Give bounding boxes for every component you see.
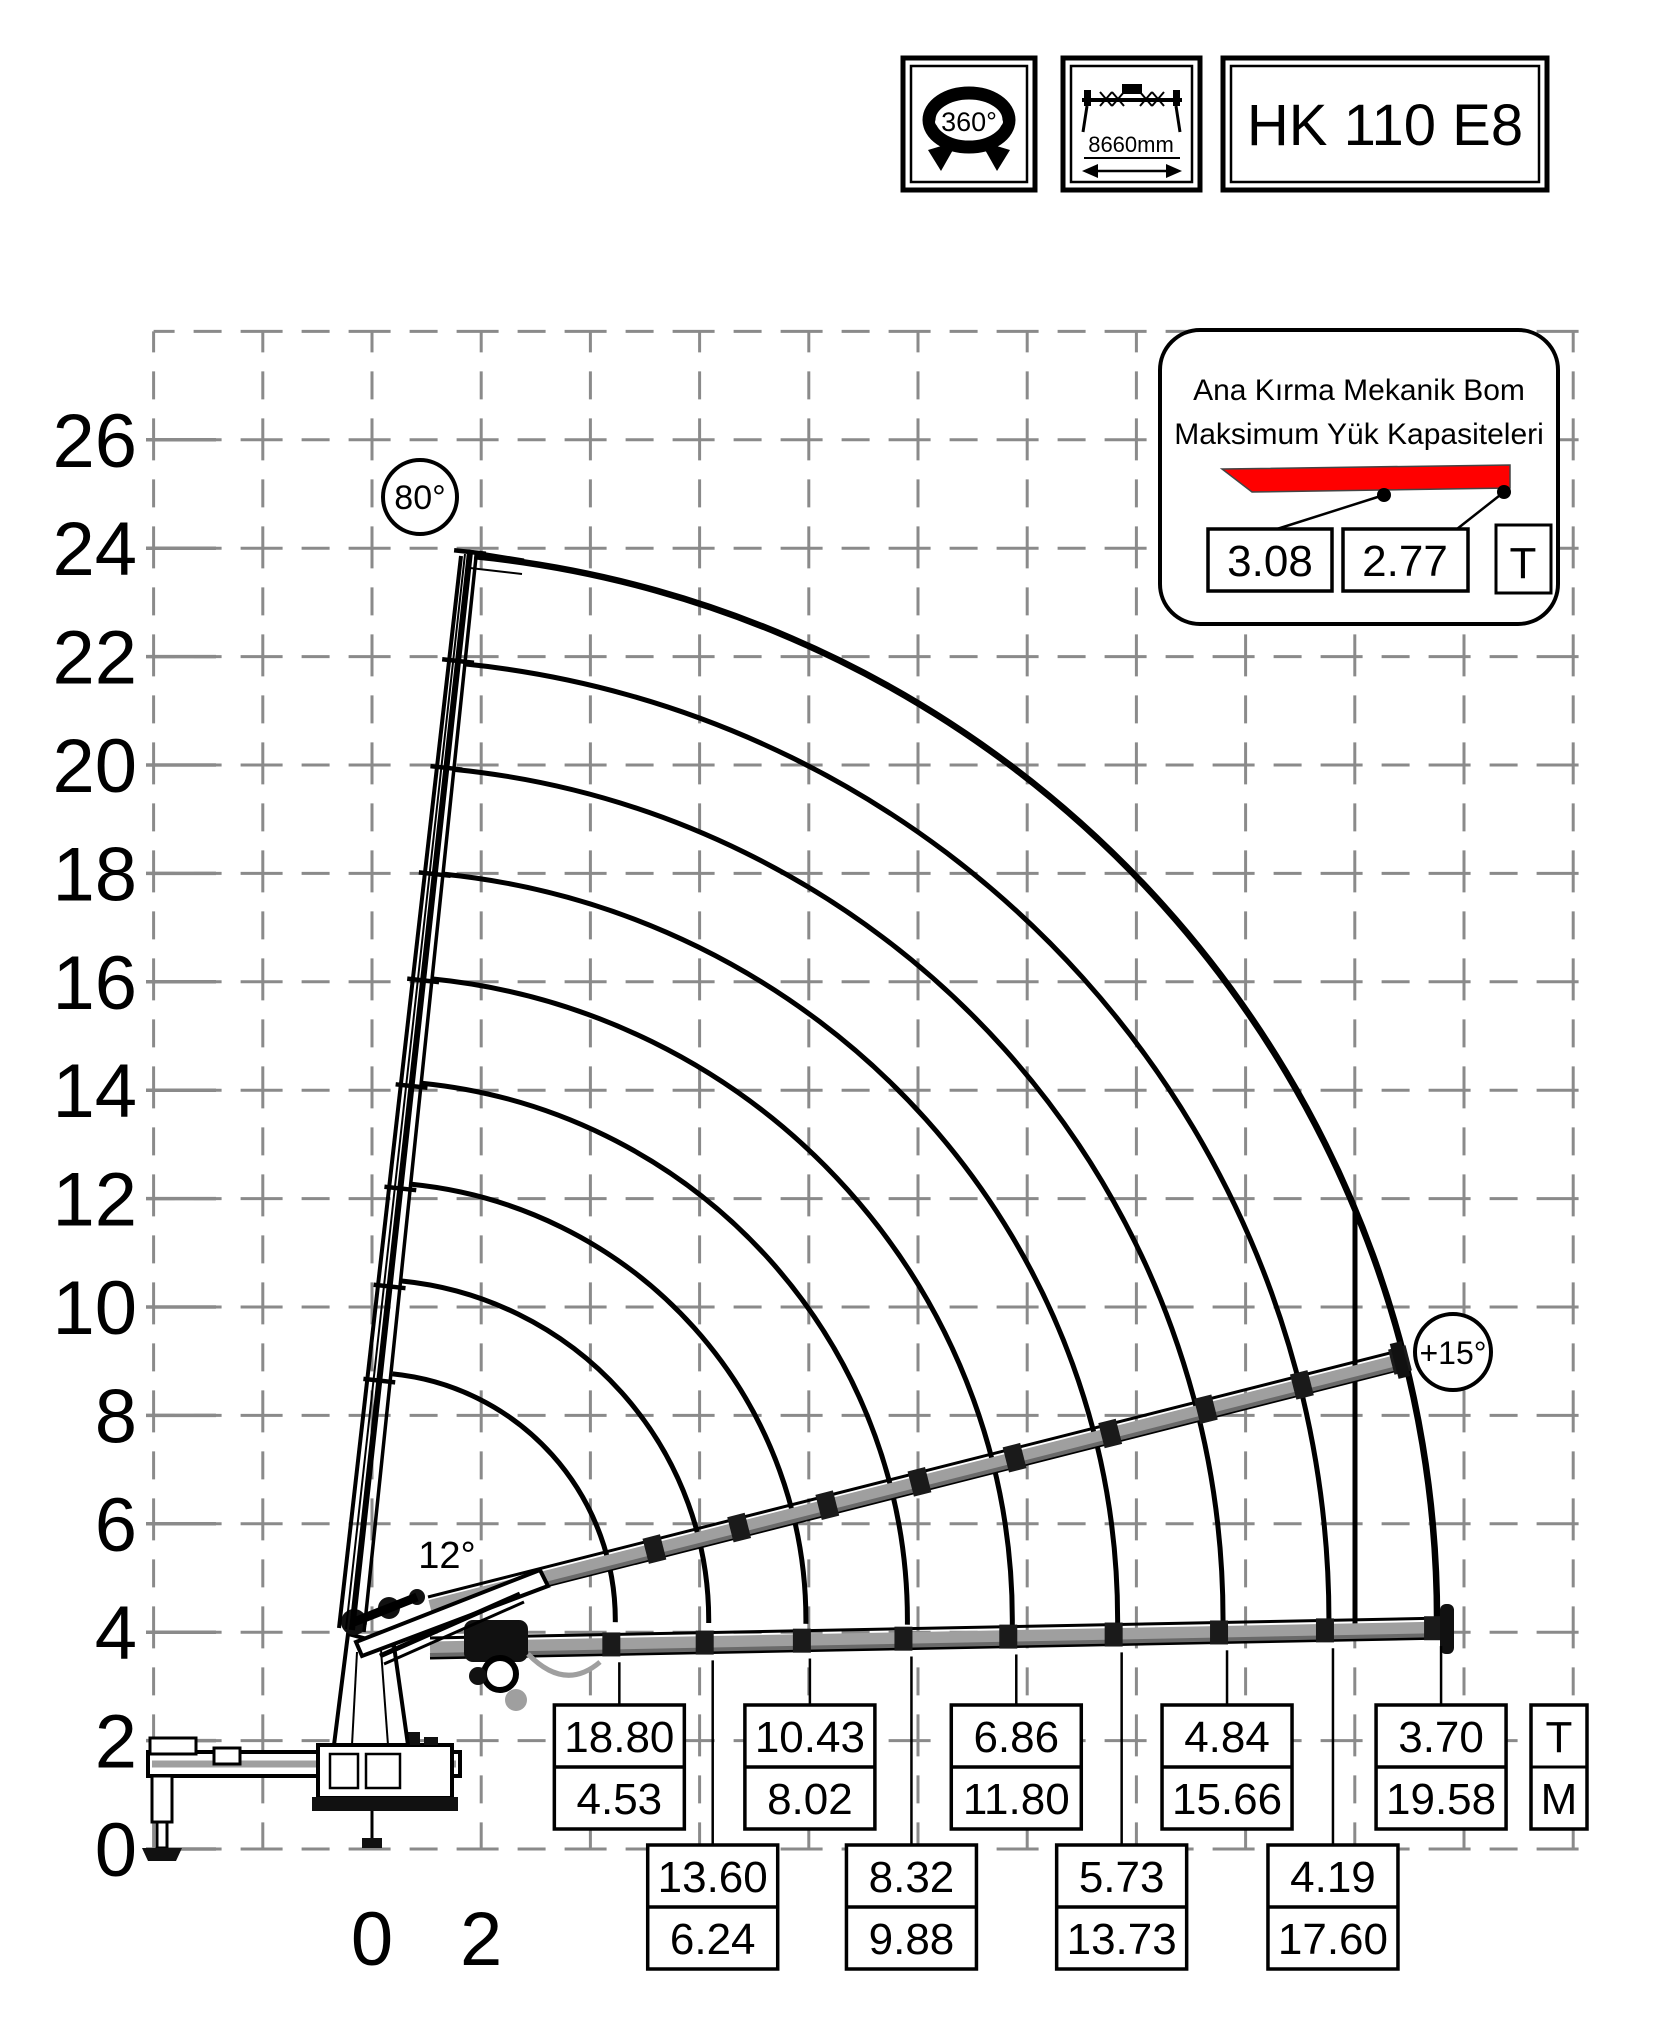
- y-axis-label: 14: [52, 1049, 137, 1135]
- horizontal-boom-joint-block: [1210, 1620, 1228, 1644]
- outreach-value: 15.66: [1171, 1775, 1283, 1824]
- boom-max-angle-label: 80°: [394, 479, 446, 517]
- capacity-value: 3.70: [1398, 1713, 1484, 1762]
- horizontal-boom-joint-block: [894, 1627, 912, 1651]
- y-axis-label: 20: [52, 724, 137, 809]
- outrigger-leg: [152, 1776, 172, 1822]
- unit-weight-label: T: [1545, 1713, 1573, 1762]
- capacity-value: 4.19: [1290, 1853, 1376, 1902]
- capacity-value: 18.80: [564, 1713, 675, 1762]
- model-plate: [1223, 58, 1547, 190]
- outreach-value: 17.60: [1277, 1915, 1389, 1964]
- horizontal-boom-joint-block: [999, 1625, 1017, 1649]
- outreach-value: 4.53: [576, 1775, 663, 1824]
- base-plate: [312, 1797, 458, 1811]
- outrigger-span-icon: [1063, 58, 1200, 190]
- y-axis-label: 18: [52, 832, 137, 918]
- y-axis-label: 22: [52, 615, 137, 701]
- capacity-value: 6.86: [973, 1713, 1060, 1762]
- jib-angle-label: +15°: [1419, 1335, 1487, 1371]
- y-axis-label: 24: [52, 507, 137, 593]
- horizontal-boom-joint-block: [1424, 1616, 1442, 1640]
- outrigger-foot: [142, 1848, 182, 1861]
- y-axis-label: 4: [94, 1591, 137, 1677]
- legend-box: [1160, 330, 1558, 624]
- outreach-value: 8.02: [767, 1775, 853, 1824]
- y-axis-label: 0: [94, 1808, 137, 1893]
- y-axis-label: 16: [52, 940, 137, 1026]
- horizontal-boom-joint-block: [793, 1629, 811, 1653]
- capacity-value: 5.73: [1078, 1853, 1165, 1902]
- y-axis-label: 12: [52, 1157, 137, 1243]
- y-axis-label: 2: [94, 1699, 137, 1785]
- mechanical-boom-bar: [1222, 465, 1510, 492]
- main-boom-angle-label: 12°: [418, 1535, 476, 1577]
- mech-boom-capacity-mid: 3.08: [1227, 537, 1313, 586]
- model-label: HK 110 E8: [1246, 93, 1524, 158]
- horizontal-boom-joint-block: [1316, 1618, 1334, 1642]
- outrigger-span-label: 8660mm: [1088, 132, 1174, 157]
- slew-360-label: 360°: [941, 107, 997, 137]
- y-axis-label: 6: [94, 1482, 137, 1568]
- capacity-value: 4.84: [1184, 1713, 1270, 1762]
- horizontal-boom-joint-block: [1105, 1623, 1123, 1647]
- capacity-value: 13.60: [657, 1853, 768, 1902]
- outreach-value: 19.58: [1386, 1775, 1497, 1824]
- slew-360-icon: [903, 58, 1035, 190]
- outreach-value: 6.24: [669, 1915, 756, 1964]
- x-axis-label: 2: [460, 1897, 503, 1982]
- y-axis-label: 10: [52, 1266, 137, 1351]
- legend-title-line2: Maksimum Yük Kapasiteleri: [1174, 418, 1544, 451]
- outreach-value: 9.88: [868, 1915, 955, 1964]
- horizontal-boom-joint-block: [602, 1632, 620, 1656]
- header-icons: [903, 58, 1547, 190]
- outreach-value: 11.80: [962, 1775, 1070, 1824]
- legend-unit-label: T: [1509, 539, 1537, 588]
- y-axis-label: 26: [52, 398, 137, 484]
- y-axis-label: 8: [94, 1374, 137, 1460]
- mech-boom-capacity-tip: 2.77: [1362, 537, 1448, 586]
- x-axis-label: 0: [350, 1897, 394, 1982]
- capacity-value: 10.43: [754, 1713, 865, 1762]
- capacity-value: 8.32: [868, 1853, 955, 1902]
- horizontal-boom-joint-block: [696, 1631, 714, 1655]
- outreach-value: 13.73: [1066, 1915, 1177, 1964]
- legend-title-line1: Ana Kırma Mekanik Bom: [1193, 374, 1525, 407]
- unit-reach-label: M: [1540, 1775, 1578, 1824]
